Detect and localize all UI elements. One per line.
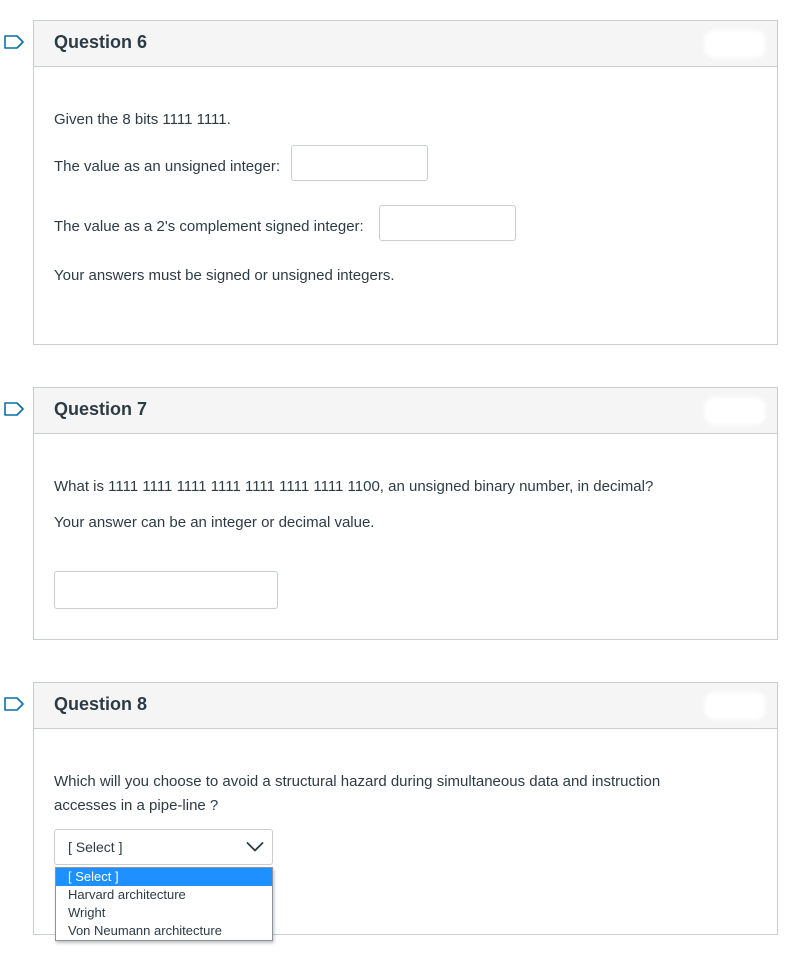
- question-title: Question 6: [54, 32, 148, 52]
- flag-question-7-icon[interactable]: [4, 402, 24, 416]
- question-title: Question 7: [54, 399, 148, 419]
- points-blur: [707, 33, 763, 55]
- option-select-placeholder[interactable]: [ Select ]: [56, 868, 272, 886]
- question-text: Given the 8 bits 1111 1111.: [54, 111, 231, 128]
- chevron-down-icon: [246, 841, 264, 853]
- flag-question-8-icon[interactable]: [4, 697, 24, 711]
- question-7-card: [33, 387, 778, 640]
- architecture-select[interactable]: [54, 829, 273, 865]
- question-6-header: [34, 21, 777, 67]
- points-blur: [707, 400, 763, 422]
- answer-note: Your answer can be an integer or decimal value.: [54, 514, 375, 531]
- signed-answer-input[interactable]: [379, 205, 516, 241]
- question-7-header: [34, 388, 777, 434]
- option-wright[interactable]: Wright: [68, 905, 106, 920]
- answer-note: Your answers must be signed or unsigned integers.: [54, 267, 395, 284]
- option-harvard-architecture[interactable]: Harvard architecture: [68, 887, 186, 902]
- question-text-line-2: accesses in a pipe-line ?: [54, 797, 219, 814]
- select-current-value: [ Select ]: [68, 839, 123, 855]
- question-6-card: [33, 20, 778, 345]
- question-title: Question 8: [54, 694, 148, 714]
- flag-question-6-icon[interactable]: [4, 35, 24, 49]
- signed-label: The value as a 2's complement signed integer:: [54, 218, 364, 235]
- unsigned-answer-input[interactable]: [291, 145, 428, 181]
- question-text: What is 1111 1111 1111 1111 1111 1111 1111 1100, an unsigned binary number, in decimal?: [54, 478, 654, 495]
- option-von-neumann-architecture[interactable]: Von Neumann architecture: [68, 923, 222, 938]
- question-text-line-1: Which will you choose to avoid a structural hazard during simultaneous data and instruction: [54, 773, 661, 790]
- question-8-header: [34, 683, 777, 729]
- decimal-answer-input[interactable]: [54, 571, 278, 609]
- unsigned-label: The value as an unsigned integer:: [54, 158, 280, 175]
- points-blur: [707, 695, 763, 717]
- architecture-options-list: [55, 867, 273, 941]
